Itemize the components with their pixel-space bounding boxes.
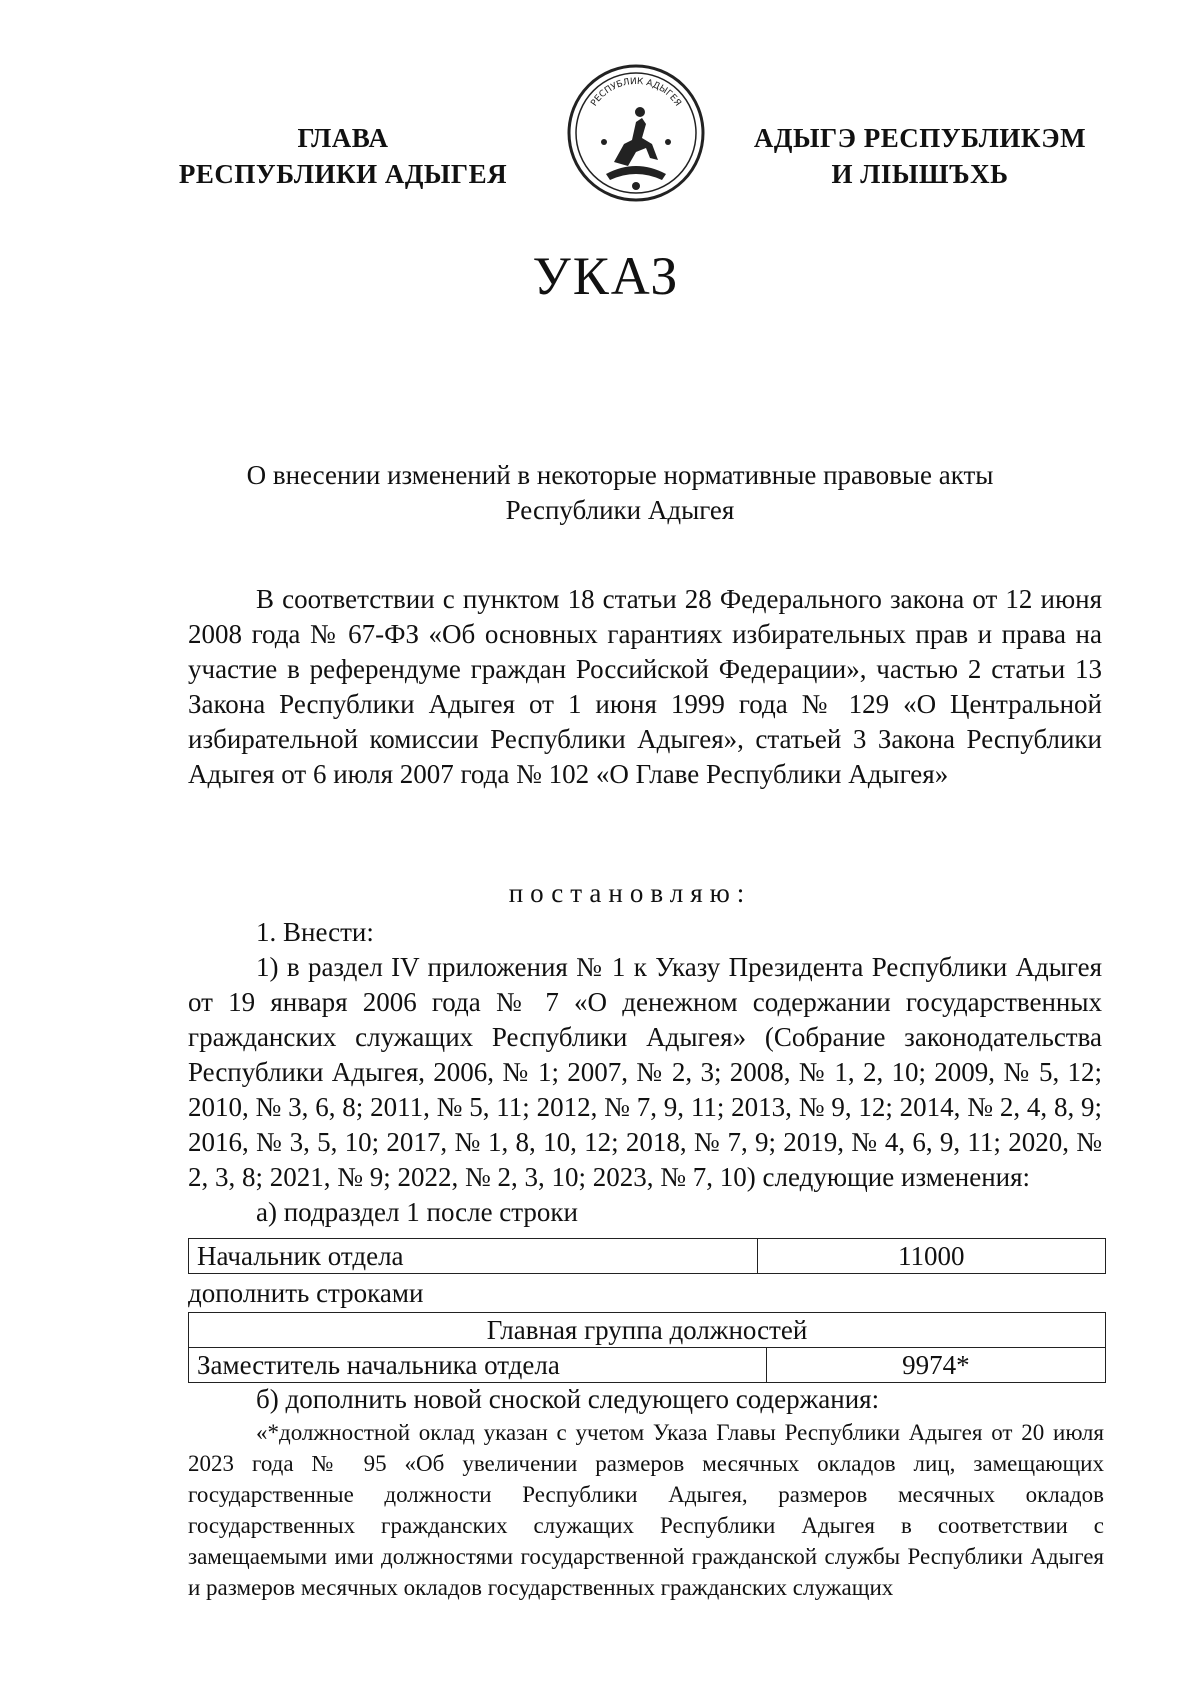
emblem-ring-text: РЕСПУБЛИК АДЫГЕЯ [589,76,683,109]
subject-line1: О внесении изменений в некоторые нормативные правовые акты [246,460,994,490]
header-right [740,120,1100,192]
document-subject [200,458,1040,528]
preamble-paragraph: В соответствии с пунктом 18 статьи 28 Федерального закона от 12 июня 2008 года № 67-ФЗ «Об основных гарантиях избирательных прав и права на участие в референдуме граждан Российской Федерации», частью 2 статьи 13 Закона Республики Адыгея от 1 июня 1999 года № 129 «О Центральной избирательной комиссии Республики Адыгея», статьей 3 Закона Республики Адыгея от 6 июля 2007 года № 102 «О Главе Республики Адыгея» [188,584,1102,789]
table-original-row [188,1238,1106,1274]
republic-adygea-emblem-icon [566,62,706,204]
table-row [189,1348,1106,1383]
table-cell-value: 11000 [757,1239,1105,1274]
item1-sub1: 1) в раздел IV приложения № 1 к Указу Президента Республики Адыгея от 19 января 2006 года № 7 «О денежном содержании государственных гражданских служащих Республики Адыгея» (Собрание законодательства Республики Адыгея, 2006, № 1; 2007, № 2, 3; 2008, № 1, 2, 10; 2009, № 5, 12; 2010, № 3, 6, 8; 2011, № 5, 11; 2012, № 7, 9, 11; 2013, № 9, 12; 2014, № 2, 4, 8, 9; 2016, № 3, 5, 10; 2017, № 1, 8, 10, 12; 2018, № 7, 9; 2019, № 4, 6, 9, 11; 2020, № 2, 3, 8; 2021, № 9; 2022, № 2, 3, 10; 2023, № 7, 10) следующие изменения: [188,952,1102,1192]
table-cell-value: 9974* [766,1348,1105,1383]
header-left [168,120,518,192]
item1-block [188,915,1102,1230]
item1-sub-b: б) дополнить новой сноской следующего содержания: [256,1384,880,1414]
item1-sub-a: а) подраздел 1 после строки [256,1197,578,1227]
header-left-line2: РЕСПУБЛИКИ АДЫГЕЯ [178,159,508,189]
header-left-line1: ГЛАВА [297,123,389,153]
header-right-line1: АДЫГЭ РЕСПУБЛИКЭМ [753,123,1087,153]
document-title: УКАЗ [532,246,680,306]
preamble-block [188,582,1102,792]
subject-line2: Республики Адыгея [505,495,735,525]
svg-text:РЕСПУБЛИК АДЫГЕЯ [589,77,682,108]
table-cell-group: Главная группа должностей [189,1313,1106,1348]
table-cell-position: Заместитель начальника отдела [189,1348,767,1383]
item1-heading: 1. Внести: [256,917,374,947]
table-added-rows [188,1312,1106,1383]
table-cell-position: Начальник отдела [189,1239,758,1274]
table-row [189,1313,1106,1348]
footnote-text: «*должностной оклад указан с учетом Указа Главы Республики Адыгея от 20 июля 2023 года № 95 «Об увеличении размеров месячных окладов лиц, замещающих государственные должности Республики Адыгея, размеров месячных окладов государственных гражданских служащих Республики Адыгея в соответствии с замещаемыми ими должностями государственной гражданской службы Республики Адыгея и размеров месячных окладов государственных гражданских служащих [188,1420,1104,1600]
supplement-text: дополнить строками [188,1278,424,1308]
header-right-line2: И ЛIЫШЪХЬ [831,159,1009,189]
decree-word: постановляю: [508,878,752,908]
table-row [189,1239,1106,1274]
